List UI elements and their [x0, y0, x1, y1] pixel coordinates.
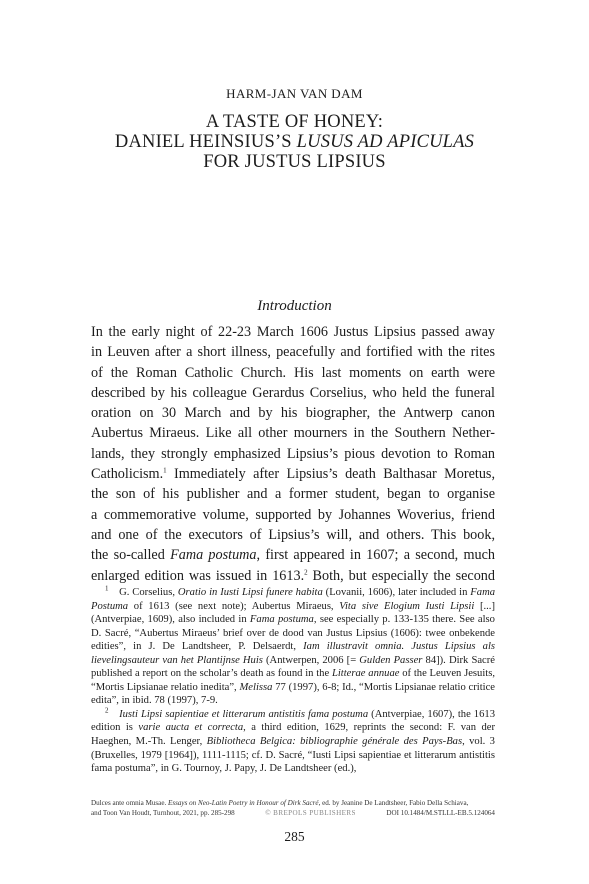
footer-line-1: [91, 798, 495, 808]
body-text: [91, 322, 495, 586]
footer-book-subtitle: Essays on Neo-Latin Poetry in Honour of Dirk Sacré: [168, 799, 319, 807]
footer-doi: DOI 10.1484/M.STLLL-EB.5.124064: [386, 809, 495, 817]
footnote-number: 2: [105, 706, 109, 715]
body-line: a commemorative volume, supported by Johannes Woverius, friend: [91, 506, 495, 523]
footnote-marker[interactable]: 1: [163, 466, 167, 475]
footnote-italic: varie aucta et correcta: [138, 722, 244, 734]
body-line: the son of his publisher and a former student, began to organise: [91, 486, 495, 503]
body-line: in Leuven after a short illness, peacefully and fortified with the rites: [91, 344, 495, 361]
footnote-italic: Gulden Passer: [359, 654, 423, 666]
body-line: In the early night of 22-23 March 1606 Justus Lipsius passed away: [91, 324, 495, 340]
author-name: HARM-JAN VAN DAM: [226, 86, 363, 101]
body-line: described by his colleague Gerardus Corselius, who held the funeral: [91, 384, 495, 401]
page-footer: [91, 798, 495, 818]
page-number: 285: [284, 829, 305, 844]
footnote-italic: Vita sive Elogium Iusti Lipsii: [339, 600, 475, 612]
footnote-number: 1: [105, 584, 109, 593]
body-line: the so-called Fama postuma, first appeared in 1607; a second, much: [91, 547, 495, 564]
body-line: lands, they strongly emphasized Lipsius’s pious devotion to Roman: [91, 445, 495, 462]
footer-editors: , ed. by Jeanine De Landtsheer, Fabio Della Schiava,: [318, 799, 469, 807]
title-line-2-italic: LUSUS AD APICULAS: [296, 132, 475, 152]
body-line: enlarged edition was issued in 1613.$^2$ Both, but especially the second: [91, 567, 495, 584]
body-line: and one of the executors of Lipsius’s will, and others. This book,: [91, 526, 495, 543]
section-heading: Introduction: [257, 298, 332, 314]
italic-title: Fama postuma: [170, 547, 257, 564]
footer-book-prefix: Dulces ante omnia Musae.: [91, 799, 169, 807]
title-line-2-prefix: DANIEL HEINSIUS’S: [114, 132, 297, 152]
title-line-2: [60, 132, 529, 152]
footer-line-2: [91, 808, 495, 818]
footnote-italic: Fama postuma: [249, 614, 314, 626]
footer-publication-info: and Toon Van Houdt, Turnhout, 2021, pp. 285-298: [91, 809, 235, 817]
title-line-3: FOR JUSTUS LIPSIUS: [203, 152, 386, 172]
footnote: $^2$ Iusti Lipsi sapientiae et litterarum antistitis fama postuma (Antverpiae, 1607), the 1613 edition is varie aucta et correcta, a third edition, 1629, reprints the second: F. van der Haeghen, M.-Th. Lenger, Bibliotheca Belgica: bibliographie générale des Pays-Bas, vol. 3 (Bruxelles, 1979 [1964]), 1111-1115; cf. D. Sacré, “Iusti Lipsi sapientiae et litterarum antistitis fama postuma”, in G. Tournoy, J. Papy, J. De Landtsheer (ed.),: [91, 706, 495, 775]
footnote-marker[interactable]: 2: [304, 567, 308, 576]
publisher-watermark: © BREPOLS PUBLISHERS: [265, 809, 356, 817]
footnotes: [91, 586, 495, 776]
footnote-italic: Bibliotheca Belgica: bibliographie générale des Pays-Bas: [206, 736, 463, 748]
footnote: $^1$ G. Corselius, Oratio in Iusti Lipsi funere habita (Lovanii, 1606), later included in Fama Postuma of 1613 (see next note); Aubertus Miraeus, Vita sive Elogium Iusti Lipsii [...] (Antverpiae, 1609), also included in Fama postuma, see especially p. 133-135 there. See also D. Sacré, “Aubertus Miraeus’ brief over de dood van Justus Lipsius (1606): twee onbekende edities”, in J. De Landtsheer, P. Delsaerdt, Iam illustravit omnia. Justus Lipsius als lievelingsauteur van het Plantijnse Huis (Antwerpen, 2006 [= Gulden Passer 84]). Dirk Sacré published a report on the scholar’s death as found in the Litterae annuae of the Leuven Jesuits, “Mortis Lipsianae relatio inedita”, Melissa 77 (1997), 6-8; Id., “Mortis Lipsianae relatio critice edita”, in ibid. 78 (1997), 7-9.: [91, 584, 496, 707]
body-line: of the Roman Catholic Church. His last moments on earth were: [91, 364, 495, 381]
footnote-italic: Iam illustravit omnia. Justus Lipsius als lievelingsauteur van het Plantijnse Huis: [91, 641, 496, 666]
title-line-1: A TASTE OF HONEY:: [205, 112, 384, 132]
body-line: Aubertus Miraeus. Like all other mourners in the Southern Nether-: [91, 425, 495, 442]
body-line: oration on 30 March and by his biographer, the Antwerp canon: [91, 405, 495, 422]
footnote-italic: Oratio in Iusti Lipsi funere habita: [177, 587, 323, 598]
footnote-italic: Melissa: [239, 681, 273, 693]
body-line: Catholicism.$^1$ Immediately after Lipsius’s death Balthasar Moretus,: [91, 466, 495, 483]
footnote-italic: Iusti Lipsi sapientiae et litterarum antistitis fama postuma: [119, 708, 369, 720]
footnote-italic: Fama Postuma: [91, 587, 496, 612]
article-title: [60, 112, 529, 172]
footnote-italic: Litterae annuae: [331, 668, 400, 680]
